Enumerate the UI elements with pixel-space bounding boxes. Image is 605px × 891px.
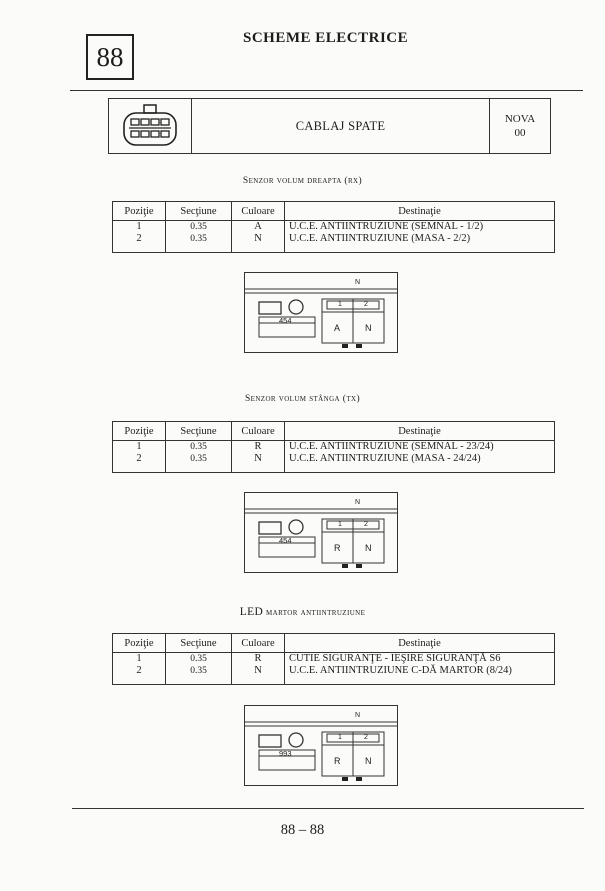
section-2-title: Senzor volum stânga (tx): [244, 394, 361, 404]
pin-1-label: 1: [338, 734, 342, 741]
pin-1-label: 1: [338, 301, 342, 308]
table-header-row: [113, 422, 555, 441]
header-section: Secţiune: [166, 634, 232, 653]
section-1-title: Senzor volum dreapta (rx): [242, 176, 363, 186]
section-3-connector-diagram: [244, 705, 398, 786]
pin-2-color: N: [365, 756, 372, 766]
component-code: 454: [279, 316, 292, 325]
table-header-row: [113, 202, 555, 221]
cell-color: N: [254, 453, 262, 464]
section-1-table: [112, 201, 555, 253]
connector-variant: [490, 99, 550, 153]
header-destination: Destinaţie: [285, 634, 555, 653]
section-title: SCHEME ELECTRICE: [243, 30, 409, 46]
section-2-connector-diagram: [244, 492, 398, 573]
header-color: Culoare: [232, 422, 285, 441]
cell-section: 0.35: [190, 234, 207, 244]
section-3-title-rest: martor antiintruziune: [266, 608, 366, 618]
cell-color: A: [254, 221, 262, 232]
header-rule: [70, 90, 583, 91]
cell-destination: U.C.E. ANTIINTRUZIUNE (MASA - 24/24): [289, 453, 481, 464]
header-position: Poziţie: [113, 202, 166, 221]
table-row: [113, 441, 555, 473]
cell-pos: 2: [136, 453, 142, 464]
table-row: [113, 221, 555, 253]
pin-2-label: 2: [364, 521, 368, 528]
cell-section: 0.35: [190, 442, 207, 452]
table-row: [113, 653, 555, 685]
pin-2-label: 2: [364, 301, 368, 308]
connector-header: [108, 98, 551, 154]
pin-2-color: N: [365, 323, 372, 333]
section-2-table: [112, 421, 555, 473]
cell-color: R: [254, 653, 262, 664]
component-code: 993: [279, 749, 292, 758]
cell-color: N: [254, 665, 262, 676]
cell-destination: U.C.E. ANTIINTRUZIUNE (MASA - 2/2): [289, 233, 471, 244]
header-section: Secţiune: [166, 202, 232, 221]
wire-label: N: [355, 712, 361, 719]
section-3-table: [112, 633, 555, 685]
header-color: Culoare: [232, 634, 285, 653]
section-3-title-strong: LED: [239, 606, 264, 618]
pin-2-label: 2: [364, 734, 368, 741]
cell-section: 0.35: [190, 222, 207, 232]
component-code: 454: [279, 536, 292, 545]
cell-color: N: [254, 233, 262, 244]
variant-name: NOVA: [504, 113, 536, 125]
wire-label: N: [355, 499, 361, 506]
cell-pos: 1: [136, 441, 142, 452]
connector-plug-icon: [118, 103, 182, 149]
cell-destination: U.C.E. ANTIINTRUZIUNE C-DĂ MARTOR (8/24): [289, 665, 512, 676]
cell-destination: CUTIE SIGURANŢE - IEŞIRE SIGURANŢĂ S6: [289, 653, 501, 664]
header-destination: Destinaţie: [285, 422, 555, 441]
header-color: Culoare: [232, 202, 285, 221]
pin-1-color: A: [334, 323, 341, 333]
variant-code: 00: [514, 127, 526, 139]
cell-color: R: [254, 441, 262, 452]
cell-pos: 2: [136, 233, 142, 244]
section-3-title: [0, 606, 605, 618]
connector-title: CABLAJ SPATE: [192, 99, 490, 153]
section-1-connector-diagram: [244, 272, 398, 353]
header-destination: Destinaţie: [285, 202, 555, 221]
connector-drawing: [244, 272, 398, 353]
pin-1-color: R: [334, 756, 341, 766]
table-header-row: [113, 634, 555, 653]
footer-rule: [72, 808, 584, 809]
pin-1-label: 1: [338, 521, 342, 528]
header-position: Poziţie: [113, 422, 166, 441]
footer-page-label: 88 – 88: [280, 822, 325, 838]
cell-section: 0.35: [190, 666, 207, 676]
cell-section: 0.35: [190, 654, 207, 664]
cell-pos: 2: [136, 665, 142, 676]
wire-label: N: [355, 279, 361, 286]
cell-destination: U.C.E. ANTIINTRUZIUNE (SEMNAL - 1/2): [289, 221, 484, 232]
cell-destination: U.C.E. ANTIINTRUZIUNE (SEMNAL - 23/24): [289, 441, 494, 452]
pin-2-color: N: [365, 543, 372, 553]
header-section: Secţiune: [166, 422, 232, 441]
pin-1-color: R: [334, 543, 341, 553]
cell-section: 0.35: [190, 454, 207, 464]
connector-icon-cell: [109, 99, 192, 153]
page-number-box: 88: [86, 34, 134, 80]
connector-drawing: [244, 705, 398, 786]
header-position: Poziţie: [113, 634, 166, 653]
cell-pos: 1: [136, 221, 142, 232]
connector-drawing: [244, 492, 398, 573]
cell-pos: 1: [136, 653, 142, 664]
